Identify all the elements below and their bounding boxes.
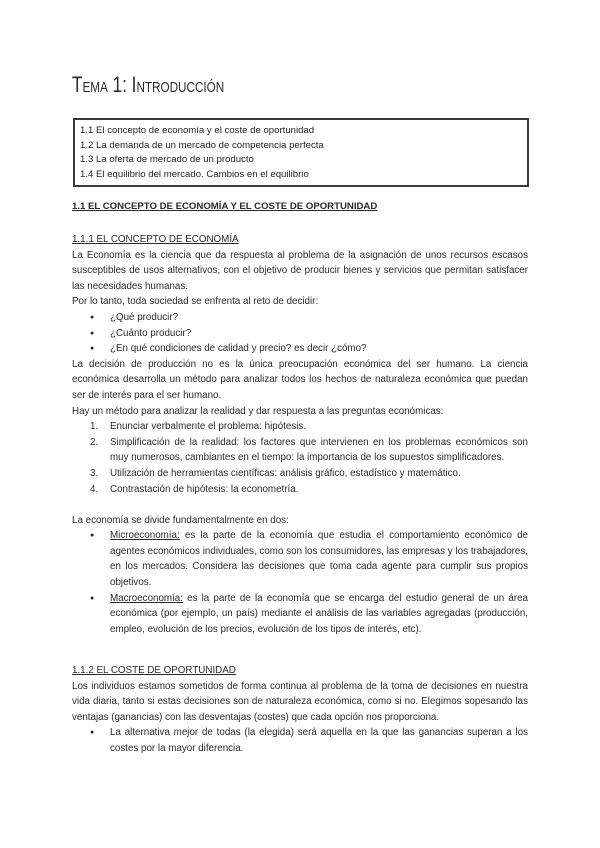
- list-item: ● La alternativa mejor de todas (la elegida) será aquella en la que las ganancias superan a los costes por la mayor diferencia.: [72, 725, 528, 756]
- list-item: ● Macroeconomía: es la parte de la economía que se encarga del estudio general de un área económica (por ejemplo, un país) mediante el análisis de las variables agregadas (producción, empleo, evolución de los precios, evolución de los tipos de interés, etc).: [72, 591, 528, 638]
- paragraph: La economía se divide fundamentalmente en dos:: [72, 514, 289, 526]
- paragraph: La decisión de producción no es la única preocupación económica del ser humano. La ciencia económica desarrolla un método para analizar todos los hechos de naturaleza económica que puedan ser de interés para el ser humano.: [72, 358, 528, 401]
- bullets-list: [72, 725, 528, 756]
- paragraph: Los individuos estamos sometidos de forma continua al problema de la toma de decisiones en nuestra vida diaria, tanto si estas decisiones son de naturaleza económica, como si no. Elegimos sopesando las ventajas (ganancias) con las desventajas (costes) que cada opción nos proporciona.: [72, 680, 528, 723]
- list-item: ● ¿Qué producir?: [72, 310, 528, 326]
- list-item: 1. Enunciar verbalmente el problema: hipótesis.: [90, 421, 307, 433]
- subsection-coste: [72, 663, 528, 757]
- toc-item: 1.2 La demanda de un mercado de competencia perfecta: [80, 139, 324, 151]
- term: Macroeconomía:: [110, 592, 183, 604]
- table-of-contents: [73, 118, 529, 187]
- subsection-heading: 1.1.1 EL CONCEPTO DE ECONOMÍA: [72, 234, 239, 245]
- method-steps-list: [72, 419, 528, 497]
- page-title: Tema 1: Introducción: [72, 72, 225, 97]
- spacer: [72, 497, 528, 513]
- list-item: ● ¿En qué condiciones de calidad y precio? es decir ¿cómo?: [72, 341, 528, 357]
- list-item: 2. Simplificación de la realidad: los factores que intervienen en los problemas económicos son muy numerosos, cambiantes en el tiempo: la importancia de los supuestos simplificadores.: [90, 436, 528, 464]
- list-item: 4. Contrastación de hipótesis: la econometría.: [90, 483, 299, 495]
- toc-item: 1.3 La oferta de mercado de un producto: [80, 154, 254, 165]
- term: Microeconomía:: [110, 530, 180, 542]
- paragraph: Hay un método para analizar la realidad y dar respuesta a las preguntas económicas:: [72, 405, 444, 417]
- section-heading: 1.1 EL CONCEPTO DE ECONOMÍA Y EL COSTE DE OPORTUNIDAD: [72, 201, 378, 212]
- subsection-heading: 1.1.2 EL COSTE DE OPORTUNIDAD: [72, 665, 236, 676]
- list-item: ● ¿Cuánto producir?: [72, 326, 528, 342]
- questions-list: [72, 310, 528, 357]
- list-item: ● Microeconomía: es la parte de la economía que estudia el comportamiento económico de agentes económicos individuales, como son los consumidores, las empresas y los trabajadores, en los mercados. Considera las decisiones que toma cada agente para cumplir sus propios objetivos.: [72, 528, 528, 590]
- paragraph: La Economía es la ciencia que da respuesta al problema de la asignación de unos recursos escasos susceptibles de usos alternativos, con el objetivo de producir bienes y servicios que permitan satisfacer las necesidades humanas.: [72, 249, 528, 292]
- toc-item: 1.4 El equilibrio del mercado. Cambios en el equilibrio: [80, 168, 309, 180]
- subsection-concepto: [72, 232, 528, 637]
- paragraph: Por lo tanto, toda sociedad se enfrenta al reto de decidir:: [72, 296, 319, 308]
- branches-list: [72, 528, 528, 637]
- list-item: 3. Utilización de herramientas científicas: análisis gráfico, estadístico y matemático.: [90, 467, 461, 479]
- toc-item: 1.1 El concepto de economía y el coste de oportunidad: [80, 125, 315, 136]
